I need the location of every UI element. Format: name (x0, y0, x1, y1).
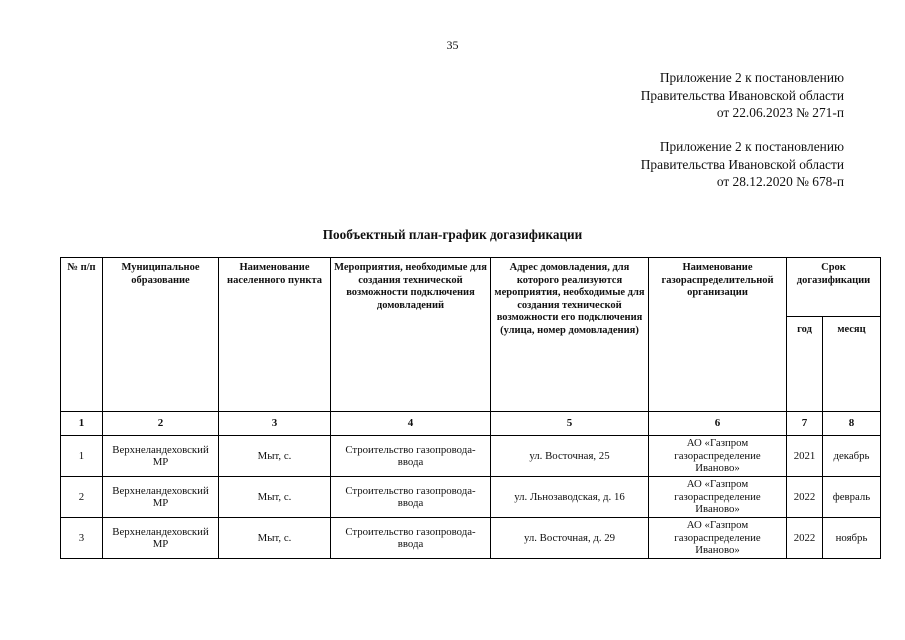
header-measures: Мероприятия, необходимые для создания технической возможности подключения домовладений (331, 258, 491, 412)
cell-num: 2 (61, 477, 103, 518)
cell-year: 2022 (787, 518, 823, 559)
column-number: 1 (61, 412, 103, 436)
column-number: 8 (823, 412, 881, 436)
cell-settlement: Мыт, с. (219, 518, 331, 559)
appendix-line: Правительства Ивановской области (640, 87, 844, 103)
cell-num: 3 (61, 518, 103, 559)
gasification-schedule-table (60, 257, 881, 559)
appendix-line: Правительства Ивановской области (640, 156, 844, 172)
header-address: Адрес домовладения, для которого реализуются мероприятия, необходимые для создания технической возможности его подключения (улица, номер домовладения) (491, 258, 649, 412)
appendix-line: Приложение 2 к постановлению (659, 139, 844, 154)
column-number: 5 (491, 412, 649, 436)
appendix-line: Приложение 2 к постановлению (659, 70, 844, 85)
table-row (61, 477, 881, 518)
cell-month: февраль (823, 477, 881, 518)
cell-measures: Строительство газопровода-ввода (331, 518, 491, 559)
cell-organization: АО «Газпром газораспределение Иваново» (649, 436, 787, 477)
cell-organization: АО «Газпром газораспределение Иваново» (649, 477, 787, 518)
cell-municipality: Верхнеландеховский МР (103, 436, 219, 477)
table-row (61, 436, 881, 477)
appendix-line: от 28.12.2020 № 678-п (716, 174, 844, 189)
cell-month: декабрь (823, 436, 881, 477)
header-municipality: Муниципальное образование (103, 258, 219, 412)
cell-num: 1 (61, 436, 103, 477)
page-number: 35 (446, 38, 459, 52)
header-settlement: Наименование населенного пункта (219, 258, 331, 412)
column-number: 4 (331, 412, 491, 436)
header-organization: Наименование газораспределительной организации (649, 258, 787, 412)
column-number: 7 (787, 412, 823, 436)
table-row (61, 518, 881, 559)
cell-year: 2022 (787, 477, 823, 518)
cell-year: 2021 (787, 436, 823, 477)
header-num: № п/п (61, 258, 103, 412)
cell-address: ул. Восточная, д. 29 (491, 518, 649, 559)
cell-organization: АО «Газпром газораспределение Иваново» (649, 518, 787, 559)
cell-municipality: Верхнеландеховский МР (103, 518, 219, 559)
cell-month: ноябрь (823, 518, 881, 559)
appendix-line: от 22.06.2023 № 271-п (716, 105, 844, 120)
cell-settlement: Мыт, с. (219, 436, 331, 477)
document-title: Пообъектный план-график догазификации (322, 227, 583, 242)
column-number: 6 (649, 412, 787, 436)
appendix-header-current (641, 69, 844, 122)
cell-measures: Строительство газопровода-ввода (331, 477, 491, 518)
header-row (61, 258, 881, 317)
appendix-header-original (641, 138, 844, 191)
cell-municipality: Верхнеландеховский МР (103, 477, 219, 518)
cell-settlement: Мыт, с. (219, 477, 331, 518)
cell-address: ул. Восточная, 25 (491, 436, 649, 477)
column-number: 3 (219, 412, 331, 436)
column-number: 2 (103, 412, 219, 436)
cell-address: ул. Льнозаводская, д. 16 (491, 477, 649, 518)
header-month: месяц (823, 317, 881, 412)
cell-measures: Строительство газопровода-ввода (331, 436, 491, 477)
header-deadline: Срок догазификации (787, 258, 881, 317)
header-year: год (787, 317, 823, 412)
column-number-row (61, 412, 881, 436)
